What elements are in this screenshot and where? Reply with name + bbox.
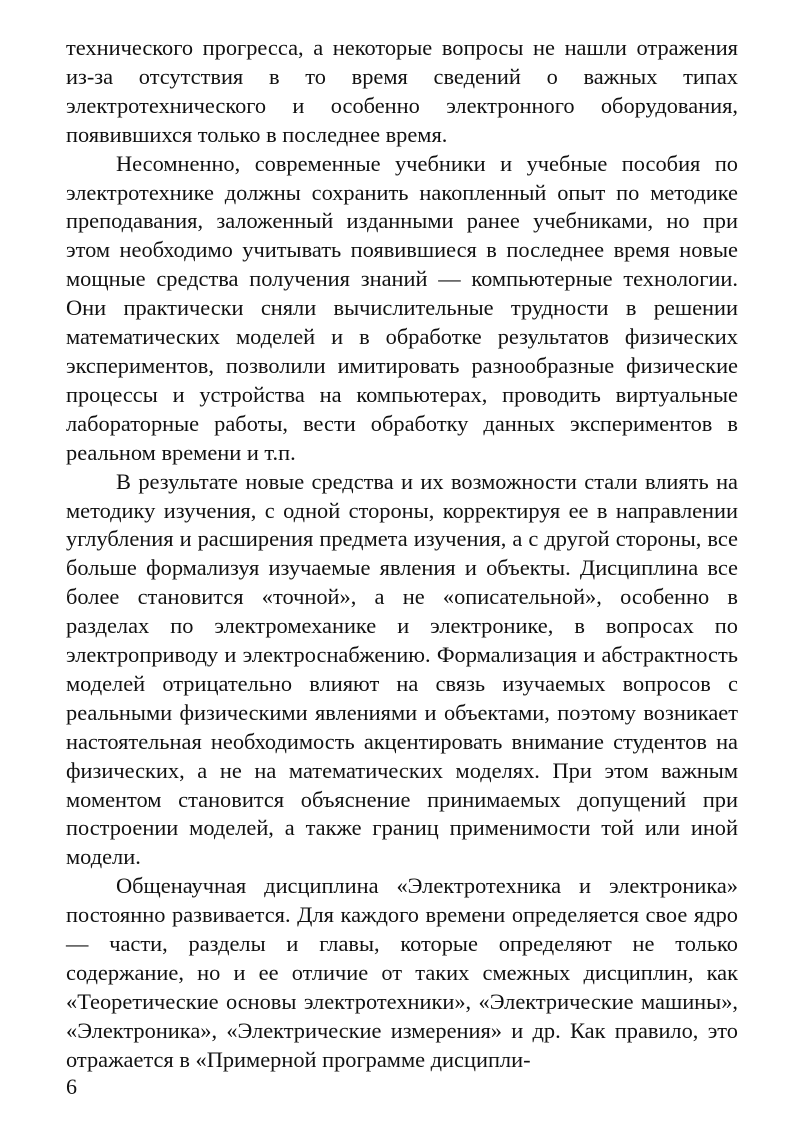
paragraph-2: Несомненно, современные учебники и учебные пособия по электротехнике должны сохранить накопленный опыт по методике преподавания, заложенный изданными ранее учебниками, но при этом необходимо учитывать появившиеся в последнее время новые мощные средства получения знаний — компьютерные технологии. Они практически сняли вычислительные трудности в решении математических моделей и в обработке результатов физических экспериментов, позволили имитировать разнообразные физические процессы и устройства на компьютерах, проводить виртуальные лабораторные работы, вести обработку данных экспериментов в реальном времени и т.п. xyxy=(66,150,738,465)
paragraph-1: технического прогресса, а некоторые вопросы не нашли отражения из-за отсутствия в то время сведений о важных типах электротехнического и особенно электронного оборудования, появившихся только в последнее время. xyxy=(66,35,738,147)
paragraph-3: В результате новые средства и их возможности стали влиять на методику изучения, с одной стороны, корректируя ее в направлении углубления и расширения предмета изучения, а с другой стороны, все больше формализуя изучаемые явления и объекты. Дисциплина все более становится «точной», а не «описательной», особенно в разделах по электромеханике и электронике, в вопросах по электроприводу и электроснабжению. Формализация и абстрактность моделей отрицательно влияют на связь изучаемых вопросов с реальными физическими явлениями и объектами, поэтому возникает настоятельная необходимость акцентировать внимание студентов на физических, а не на математических моделях. При этом важным моментом становится объяснение принимаемых допущений при построении моделей, а также границ применимости той или иной модели. xyxy=(66,468,738,870)
page-body xyxy=(66,34,738,1075)
paragraph-4: Общенаучная дисциплина «Электротехника и электроника» постоянно развивается. Для каждого времени определяется свое ядро — части, разделы и главы, которые определяют не только содержание, но и ее отличие от таких смежных дисциплин, как «Теоретические основы электротехники», «Электрические машины», «Электроника», «Электрические измерения» и др. Как правило, это отражается в «Примерной программе дисципли- xyxy=(66,873,738,1072)
page-number: 6 xyxy=(66,1074,77,1099)
